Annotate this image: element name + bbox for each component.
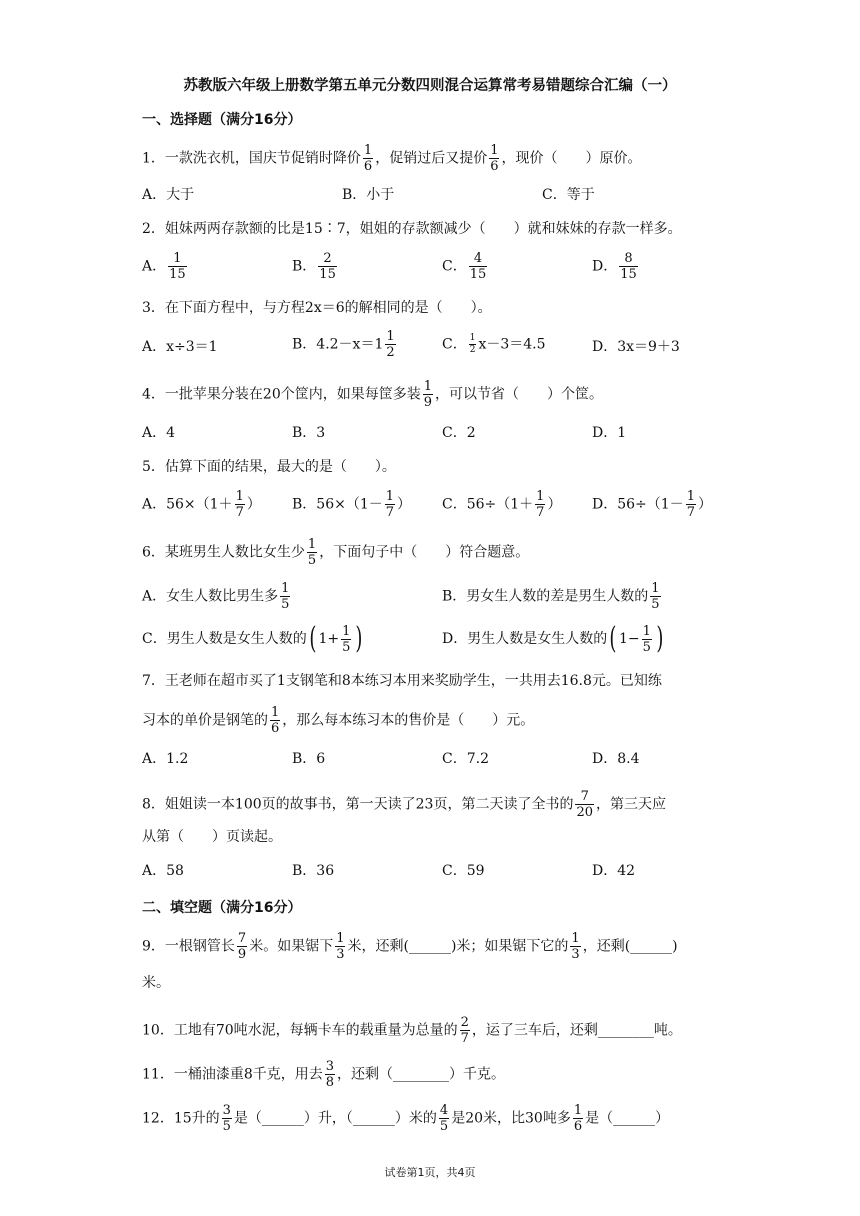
q2-option-b: B． $\frac{2}{15}$	[292, 251, 336, 282]
question-6: 6．某班男生人数比女生少 $\frac{1}{5}$ ，下面句子中（ ）符合题意。	[142, 537, 530, 568]
q6-option-d: D．男生人数是女生人数的( 1− $\frac{1}{5}$ )	[442, 621, 664, 656]
q5-option-b: B．56×（1－ $\frac{1}{7}$ ）	[292, 489, 412, 520]
q6-fraction: $\frac{1}{5}$	[307, 537, 317, 568]
q8-option-c: C．59	[442, 863, 485, 879]
q6-option-c: C．男生人数是女生人数的( 1+ $\frac{1}{5}$ )	[142, 621, 363, 656]
q6-option-b: B．男女生人数的差是男生人数的 $\frac{1}{5}$	[442, 581, 660, 612]
q2-option-d: D． $\frac{8}{15}$	[592, 251, 637, 282]
question-9-line-2: 米。	[142, 975, 170, 991]
q6-option-a: A．女生人数比男生多 $\frac{1}{5}$	[142, 581, 290, 612]
q7-fraction: $\frac{1}{6}$	[271, 705, 280, 736]
section-choice-heading: 一、选择题（满分16分）	[142, 112, 302, 128]
q8-option-b: B．36	[292, 863, 335, 879]
q4-option-c: C．2	[442, 425, 476, 441]
q5-option-d: D．56÷（1－ $\frac{1}{7}$ ）	[592, 489, 712, 520]
question-5: 5．估算下面的结果，最大的是（ ）。	[142, 459, 396, 475]
question-8-line-2: 从第（ ）页读起。	[142, 829, 282, 845]
question-8-line-1: 8．姐姐读一本100页的故事书，第一天读了23页，第二天读了全书的 $\frac{7}{20}$ ，第三天应	[142, 789, 666, 820]
question-7-line-2: 习本的单价是钢笔的 $\frac{1}{6}$ ，那么每本练习本的售价是（ ）元。	[142, 705, 535, 736]
question-2: 2．姐妹两两存款额的比是15∶7，姐姐的存款额减少（ ）就和妹妹的存款一样多。	[142, 221, 682, 237]
q2-option-c: C． $\frac{4}{15}$	[442, 251, 487, 282]
q2-option-a: A． $\frac{1}{15}$	[142, 251, 186, 282]
q7-option-d: D．8.4	[592, 751, 640, 767]
q7-option-b: B．6	[292, 751, 326, 767]
question-11: 11．一桶油漆重8千克，用去 $\frac{3}{8}$ ，还剩（________）千克。	[142, 1059, 506, 1090]
q3-option-d: D．3x＝9＋3	[592, 339, 680, 355]
question-4: 4．一批苹果分装在20个筐内，如果每筐多装 $\frac{1}{9}$ ，可以节省（ ）个筐。	[142, 379, 604, 410]
q8-fraction: $\frac{7}{20}$	[576, 789, 593, 820]
q1-option-c: C．等于	[542, 187, 595, 203]
question-9-line-1: 9．一根钢管长 $\frac{7}{9}$ 米。如果锯下 $\frac{1}{3}$ 米，还剩(______)米；如果锯下它的 $\frac{1}{3}$ ，还剩(______)	[142, 931, 678, 962]
question-1	[142, 144, 740, 173]
q7-option-a: A．1.2	[142, 751, 189, 767]
q1-option-b: B．小于	[342, 187, 395, 203]
question-12: 12．15升的 $\frac{3}{5}$ 是（______）升，（______）米的 $\frac{4}{5}$ 是20米，比30吨多 $\frac{1}{6}$ 是（______）	[142, 1103, 670, 1134]
q5-option-a: A．56×（1＋ $\frac{1}{7}$ ）	[142, 489, 261, 520]
q1-fraction-2: $\frac{1}{6}$	[490, 143, 499, 174]
page-footer: 试卷第1页，共4页	[384, 1166, 476, 1179]
q4-fraction: $\frac{1}{9}$	[423, 379, 433, 410]
q1-fraction-1: $\frac{1}{6}$	[363, 143, 373, 174]
q1-option-a: A．大于	[142, 187, 195, 203]
q1-text-c: ，现价（ ）原价。	[501, 150, 642, 167]
q7-option-c: C．7.2	[442, 751, 489, 767]
q1-text-a: 1．一款洗衣机，国庆节促销时降价	[142, 150, 361, 167]
page-title: 苏教版六年级上册数学第五单元分数四则混合运算常考易错题综合汇编（一）	[183, 78, 677, 94]
q8-option-a: A．58	[142, 863, 184, 879]
section-fill-heading: 二、填空题（满分16分）	[142, 900, 302, 916]
q4-option-a: A．4	[142, 425, 176, 441]
q5-option-c: C．56÷（1＋ $\frac{1}{7}$ ）	[442, 489, 562, 520]
q8-option-d: D．42	[592, 863, 636, 879]
question-7-line-1: 7．王老师在超市买了1支钢笔和8本练习本用来奖励学生，一共用去16.8元。已知练	[142, 673, 662, 689]
q4-option-d: D．1	[592, 425, 627, 441]
q4-option-b: B．3	[292, 425, 326, 441]
q1-text-b: ，促销过后又提价	[375, 150, 488, 167]
question-3: 3．在下面方程中，与方程2x＝6的解相同的是（ ）。	[142, 300, 492, 316]
q3-option-c: C． $\frac{1}{2}$ x－3＝4.5	[442, 333, 546, 355]
q3-option-b: B．4.2－x＝1 $\frac{1}{2}$	[292, 329, 395, 360]
question-10: 10．工地有70吨水泥，每辆卡车的载重量为总量的 $\frac{2}{7}$ ，运了三车后，还剩________吨。	[142, 1015, 682, 1046]
q3-option-a: A．x÷3＝1	[142, 339, 218, 355]
